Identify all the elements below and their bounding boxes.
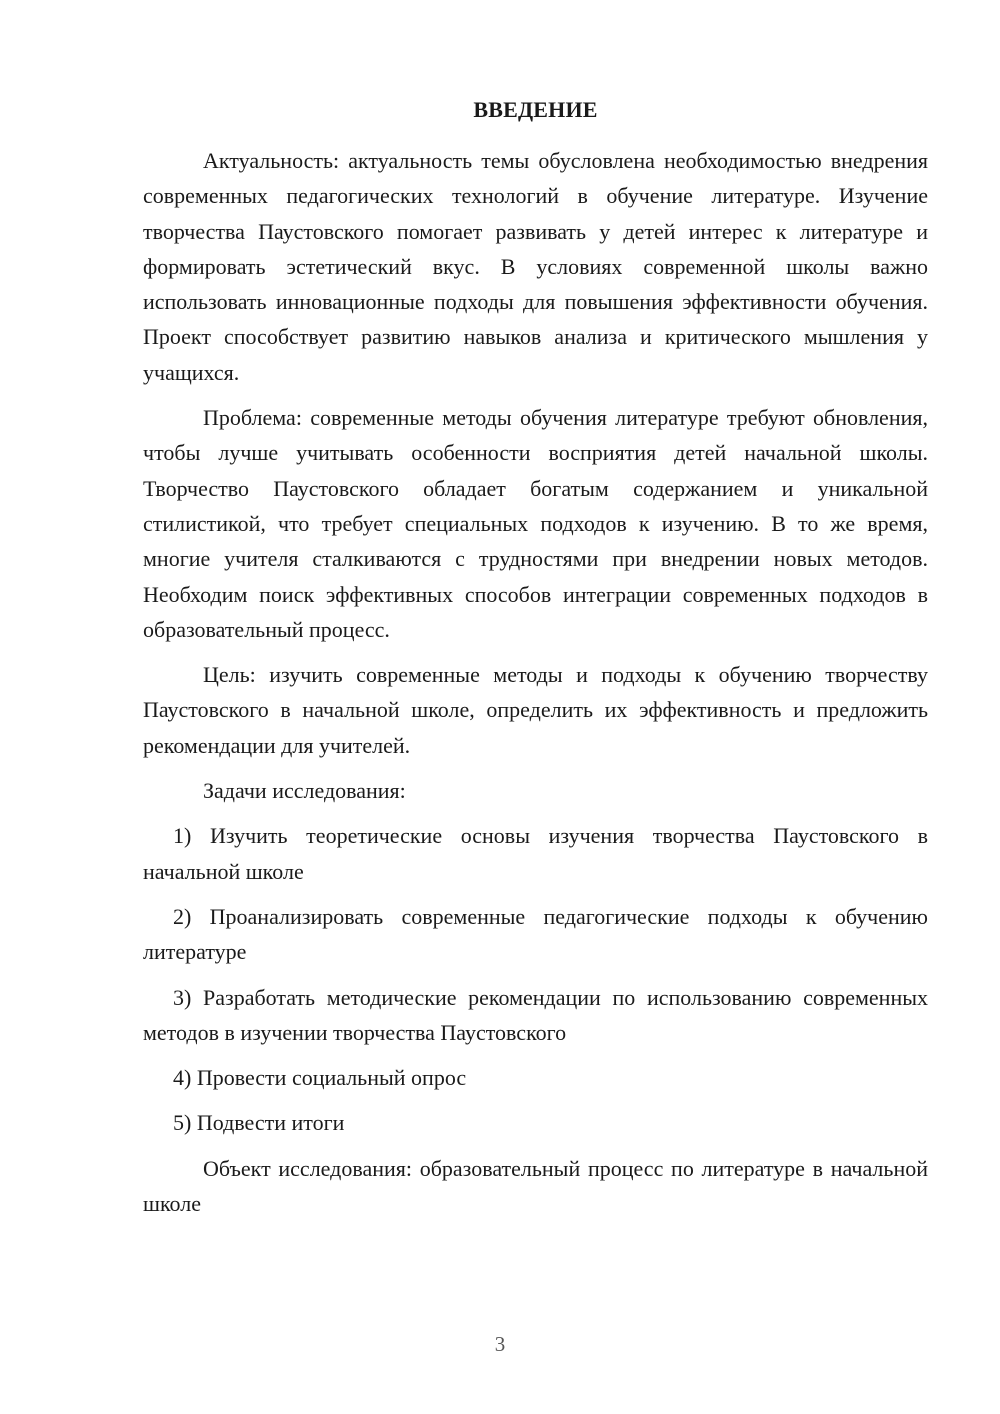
tasks-heading: Задачи исследования: (203, 778, 406, 804)
page-number: 3 (494, 1332, 506, 1356)
document-page (143, 92, 928, 1231)
task-item: 3) Разработать методические рекомендации по использованию современных методов в изучении творчества Паустовского (143, 984, 928, 1045)
task-item: 5) Подвести итоги (173, 1110, 345, 1136)
relevance-paragraph: Актуальность: актуальность темы обусловлена необходимостью внедрения современных педагогических технологий в обучение литературе. Изучение творчества Паустовского помогает развивать у детей интерес к литературе и формировать эстетический вкус. В условиях современной школы важно использовать инновационные подходы для повышения эффективности обучения. Проект способствует развитию навыков анализа и критического мышления у учащихся. (143, 148, 928, 385)
section-title: ВВЕДЕНИЕ (473, 97, 598, 122)
goal-paragraph: Цель: изучить современные методы и подходы к обучению творчеству Паустовского в начальной школе, определить их эффективность и предложить рекомендации для учителей. (143, 662, 928, 758)
problem-paragraph: Проблема: современные методы обучения литературе требуют обновления, чтобы лучше учитывать особенности восприятия детей начальной школы. Творчество Паустовского обладает богатым содержанием и уникальной стилистикой, что требует специальных подходов к изучению. В то же время, многие учителя сталкиваются с трудностями при внедрении новых методов. Необходим поиск эффективных способов интеграции современных подходов в образовательный процесс. (143, 405, 928, 642)
task-item: 2) Проанализировать современные педагогические подходы к обучению литературе (143, 903, 928, 965)
task-item: 1) Изучить теоретические основы изучения творчества Паустовского в начальной школе (143, 823, 928, 884)
task-item: 4) Провести социальный опрос (173, 1065, 467, 1091)
object-paragraph: Объект исследования: образовательный процесс по литературе в начальной школе (143, 1155, 928, 1217)
